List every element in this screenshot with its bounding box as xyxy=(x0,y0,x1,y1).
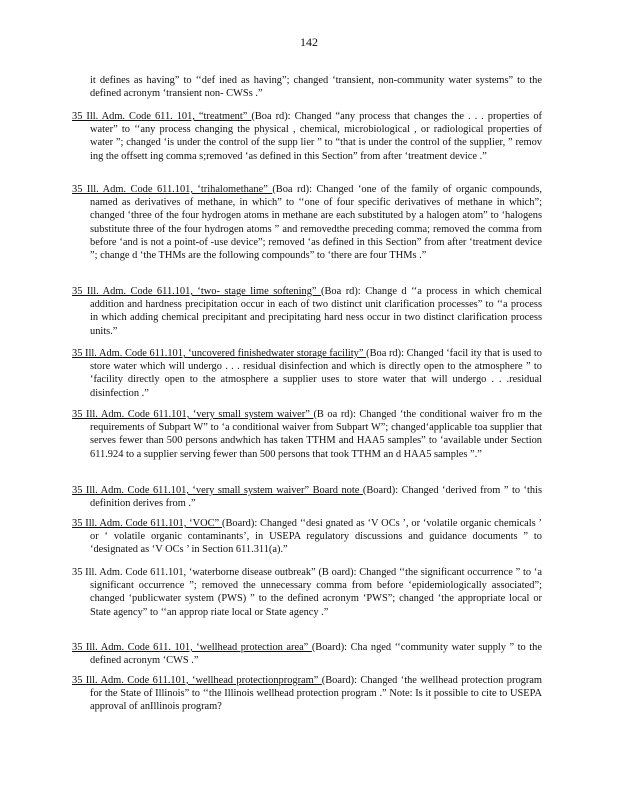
paragraph-text: it defines as having” to ‘‘def ined as having”; changed ‘transient, non-community water systems” to the defined acronym ‘transient non- CWSs .” xyxy=(90,75,542,100)
paragraph-text: (Boa rd): Changed ‘facil ity that is used to store water which will undergo . . . residual disinfection and which is directly open to the atmosphere ” to ‘facility directly open to the atmosphere a supplier uses to store water that will undergo . . .residual disinfection .” xyxy=(90,348,542,399)
paragraph-text: (Board): Changed ‘derived from ” to ‘this definition derives from .” xyxy=(90,485,542,510)
paragraph-uncovered-storage xyxy=(72,347,542,400)
paragraph-continuation xyxy=(90,74,542,100)
paragraph-trihalomethane xyxy=(72,183,542,262)
paragraph-treatment xyxy=(72,110,542,163)
citation: 35 Ill. Adm. Code 611.101, ‘waterborne disease outbreak” xyxy=(72,567,319,578)
citation: 35 Ill. Adm. Code 611.101, ‘trihalomethane” xyxy=(72,184,273,195)
paragraph-text: (B oa rd): Changed ‘the conditional waiver fro m the requirements of Subpart W” to ‘a conditional waiver from Subpart W”; changed‘applicable toa supplier that serves fewer than 500 persons andwhich has taken TTHM and HAA5 samples” to ‘available under Section 611.924 to a supplier serving fewer than 500 persons that took TTHM an d HAA5 samples ”.” xyxy=(90,409,542,460)
citation: 35 Ill. Adm. Code 611.101, ‘two- stage lime softening” xyxy=(72,286,321,297)
paragraph-voc xyxy=(72,517,542,557)
paragraph-text: (Boa rd): Changed “any process that changes the . . . properties of water” to ‘‘any process changing the physical , chemical, microbiological , or radiological properties of water ”; changed ‘is under the control of the supp lier ” to “that is under the control of the supplier, ” remov ing the offsett ing comma s;removed ‘as defined in this Section” from after ‘treatment device .” xyxy=(90,111,542,162)
paragraph-text: (Board): Changed ‘the wellhead protection program for the State of Illinois” to ‘‘the Illinois wellhead protection program .” Note: Is it possible to cite to USEPA approval of anIllinois program? xyxy=(90,675,542,713)
paragraph-text: (B oard): Changed ‘‘the significant occurrence ” to ‘a significant occurrence ”; removed the unnecessary comma from before ‘epidemiologically associated”; changed ‘publicwater system (PWS) ” to the defined acronym ‘PWS”; changed ‘the appropriate local or State agency” to ‘‘an approp riate local or State agency .” xyxy=(90,567,542,618)
paragraph-text: (Board): Changed ‘‘desi gnated as ‘V OCs ’, or ‘volatile organic chemicals ’ or ‘ volatile organic contaminants’, in USEPA regulatory discussions and guidance documents ” to ‘designated as ‘V OCs ’ in Section 611.311(a).” xyxy=(90,518,543,556)
page-number: 142 xyxy=(300,35,318,49)
paragraph-text: (Boa rd): Changed ‘one of the family of organic compounds, named as derivatives of methane, in which” to ‘‘one of four specific derivatives of methane in which”; changed ‘three of the four hydrogen atoms in methane are each substituted by a halogen atom” to ‘halogens substitute three of the four hydrogen atoms ” and removedthe preceding comma; removed the comma from before ‘and is not a point-of -use device”; removed ‘as defined in this Section” from after ‘treatment device ”; change d ‘the THMs are the following compounds” to ‘there are four THMs .” xyxy=(90,184,542,262)
citation: 35 Ill. Adm. Code 611. 101, “treatment” xyxy=(72,111,252,122)
citation: 35 Ill. Adm. Code 611.101, ‘VOC” xyxy=(72,518,222,529)
citation: 35 Ill. Adm. Code 611.101, ‘wellhead protectionprogram” xyxy=(72,675,322,686)
paragraph-very-small-system-waiver xyxy=(72,408,542,461)
paragraph-text: (Boa rd): Change d ‘‘a process in which chemical addition and hardness precipitation occur in each of two distinct unit clarification processes” to ‘‘a process in which adding chemical precipitant and precipitating hard ness occur in two distinct clarification process units.” xyxy=(90,286,542,337)
citation: 35 Ill. Adm. Code 611.101, ‘uncovered finishedwater storage facility” xyxy=(72,348,367,359)
paragraph-text: (Board): Cha nged ‘‘community water supply ” to the defined acronym ‘CWS .” xyxy=(90,642,542,667)
paragraph-wellhead-protection-program xyxy=(72,674,542,714)
citation: 35 Ill. Adm. Code 611.101, ‘very small system waiver” Board note xyxy=(72,485,363,496)
paragraph-wellhead-protection-area xyxy=(72,641,542,667)
paragraph-waiver-board-note xyxy=(72,484,542,510)
paragraph-two-stage-lime-softening xyxy=(72,285,542,338)
citation: 35 Ill. Adm. Code 611.101, ‘very small system waiver” xyxy=(72,409,314,420)
citation: 35 Ill. Adm. Code 611. 101, ‘wellhead protection area” xyxy=(72,642,312,653)
paragraph-waterborne-outbreak xyxy=(72,566,542,619)
